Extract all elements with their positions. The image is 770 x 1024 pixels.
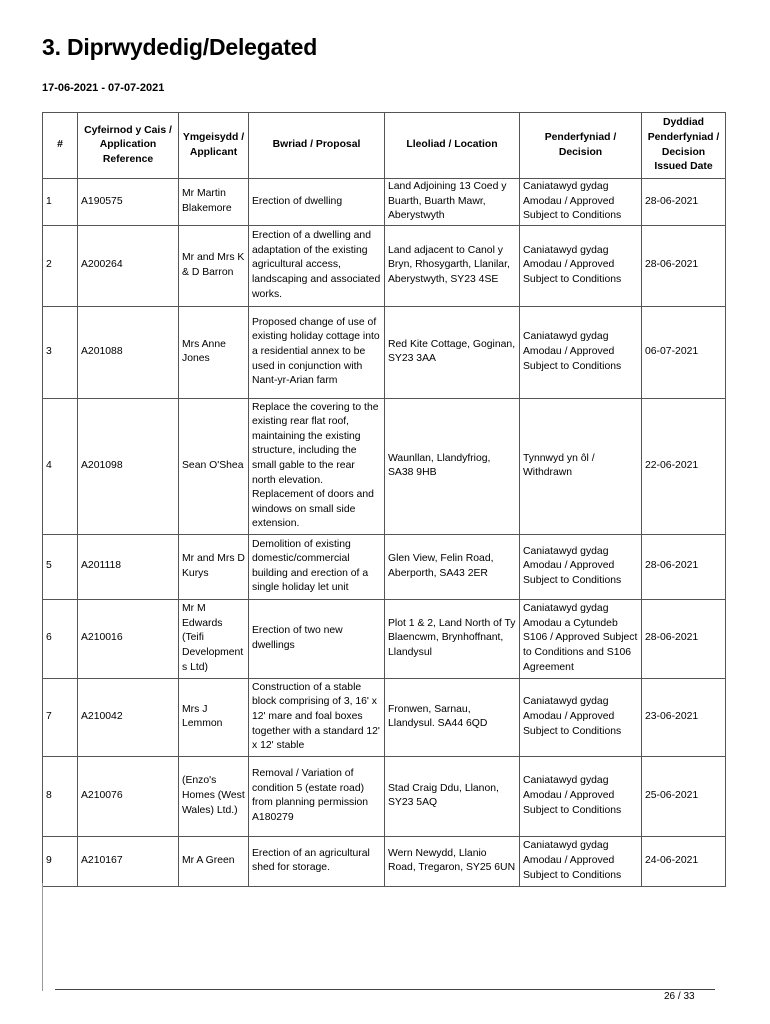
decisions-table [42, 112, 726, 887]
applicant: Sean O'Shea [179, 398, 249, 534]
application-reference: A210167 [78, 836, 179, 886]
issued-date: 23-06-2021 [642, 678, 726, 756]
decision: Caniatawyd gydag Amodau / Approved Subject to Conditions [520, 225, 642, 306]
page-number: 26 / 33 [664, 991, 695, 1002]
application-reference: A190575 [78, 179, 179, 226]
issued-date: 24-06-2021 [642, 836, 726, 886]
col-header-issued-date: Dyddiad Penderfyniad / Decision Issued Date [642, 113, 726, 179]
col-header-location: Lleoliad / Location [385, 113, 520, 179]
issued-date: 28-06-2021 [642, 599, 726, 678]
col-header-number: # [43, 113, 78, 179]
table-header-row [43, 113, 726, 179]
table-row [43, 179, 726, 226]
location: Land Adjoining 13 Coed y Buarth, Buarth Mawr, Aberystwyth [385, 179, 520, 226]
proposal: Erection of two new dwellings [249, 599, 385, 678]
proposal: Replace the covering to the existing rear flat roof, maintaining the existing structure, including the small gable to the rear north elevation. Replacement of doors and windows on small side extension. [249, 398, 385, 534]
issued-date: 25-06-2021 [642, 756, 726, 836]
location: Stad Craig Ddu, Llanon, SY23 5AQ [385, 756, 520, 836]
row-number: 2 [43, 225, 78, 306]
issued-date: 28-06-2021 [642, 225, 726, 306]
decision: Caniatawyd gydag Amodau / Approved Subject to Conditions [520, 534, 642, 599]
table-row [43, 836, 726, 886]
decision: Caniatawyd gydag Amodau / Approved Subject to Conditions [520, 306, 642, 398]
proposal: Erection of an agricultural shed for storage. [249, 836, 385, 886]
row-number: 5 [43, 534, 78, 599]
row-number: 6 [43, 599, 78, 678]
date-range: 17-06-2021 - 07-07-2021 [42, 82, 165, 94]
location: Waunllan, Llandyfriog, SA38 9HB [385, 398, 520, 534]
applicant: (Enzo's Homes (West Wales) Ltd.) [179, 756, 249, 836]
applicant: Mr and Mrs K & D Barron [179, 225, 249, 306]
applicant: Mrs J Lemmon [179, 678, 249, 756]
issued-date: 28-06-2021 [642, 179, 726, 226]
table-row [43, 756, 726, 836]
location: Plot 1 & 2, Land North of Ty Blaencwm, Brynhoffnant, Llandysul [385, 599, 520, 678]
decision: Caniatawyd gydag Amodau a Cytundeb S106 / Approved Subject to Conditions and S106 Agreement [520, 599, 642, 678]
application-reference: A201118 [78, 534, 179, 599]
location: Red Kite Cottage, Goginan, SY23 3AA [385, 306, 520, 398]
col-header-decision: Penderfyniad / Decision [520, 113, 642, 179]
row-number: 4 [43, 398, 78, 534]
table-row [43, 534, 726, 599]
row-number: 1 [43, 179, 78, 226]
col-header-reference: Cyfeirnod y Cais / Application Reference [78, 113, 179, 179]
col-header-proposal: Bwriad / Proposal [249, 113, 385, 179]
application-reference: A201098 [78, 398, 179, 534]
proposal: Construction of a stable block comprising of 3, 16' x 12' mare and foal boxes together with a standard 12' x 12' stable [249, 678, 385, 756]
issued-date: 28-06-2021 [642, 534, 726, 599]
decision: Caniatawyd gydag Amodau / Approved Subject to Conditions [520, 179, 642, 226]
row-number: 9 [43, 836, 78, 886]
location: Land adjacent to Canol y Bryn, Rhosygarth, Llanilar, Aberystwyth, SY23 4SE [385, 225, 520, 306]
application-reference: A200264 [78, 225, 179, 306]
table-continuation-edge [42, 883, 43, 991]
application-reference: A210076 [78, 756, 179, 836]
footer-divider [55, 989, 715, 990]
proposal: Proposed change of use of existing holiday cottage into a residential annex to be used in conjunction with Nant-yr-Arian farm [249, 306, 385, 398]
col-header-applicant: Ymgeisydd / Applicant [179, 113, 249, 179]
proposal: Demolition of existing domestic/commercial building and erection of a single holiday let unit [249, 534, 385, 599]
applicant: Mr and Mrs D Kurys [179, 534, 249, 599]
decisions-table-container [42, 112, 725, 887]
decision: Tynnwyd yn ôl / Withdrawn [520, 398, 642, 534]
row-number: 3 [43, 306, 78, 398]
location: Wern Newydd, Llanio Road, Tregaron, SY25 6UN [385, 836, 520, 886]
proposal: Erection of dwelling [249, 179, 385, 226]
table-row [43, 678, 726, 756]
application-reference: A201088 [78, 306, 179, 398]
proposal: Removal / Variation of condition 5 (estate road) from planning permission A180279 [249, 756, 385, 836]
page-title: 3. Diprwydedig/Delegated [42, 34, 318, 60]
application-reference: A210042 [78, 678, 179, 756]
issued-date: 22-06-2021 [642, 398, 726, 534]
table-row [43, 599, 726, 678]
table-row [43, 306, 726, 398]
applicant: Mr Martin Blakemore [179, 179, 249, 226]
application-reference: A210016 [78, 599, 179, 678]
location: Glen View, Felin Road, Aberporth, SA43 2ER [385, 534, 520, 599]
applicant: Mr A Green [179, 836, 249, 886]
decision: Caniatawyd gydag Amodau / Approved Subject to Conditions [520, 756, 642, 836]
decision: Caniatawyd gydag Amodau / Approved Subject to Conditions [520, 836, 642, 886]
proposal: Erection of a dwelling and adaptation of the existing agricultural access, landscaping and associated works. [249, 225, 385, 306]
location: Fronwen, Sarnau, Llandysul. SA44 6QD [385, 678, 520, 756]
applicant: Mrs Anne Jones [179, 306, 249, 398]
table-row [43, 398, 726, 534]
issued-date: 06-07-2021 [642, 306, 726, 398]
table-row [43, 225, 726, 306]
decision: Caniatawyd gydag Amodau / Approved Subject to Conditions [520, 678, 642, 756]
row-number: 7 [43, 678, 78, 756]
row-number: 8 [43, 756, 78, 836]
applicant: Mr M Edwards (Teifi Developments Ltd) [179, 599, 249, 678]
